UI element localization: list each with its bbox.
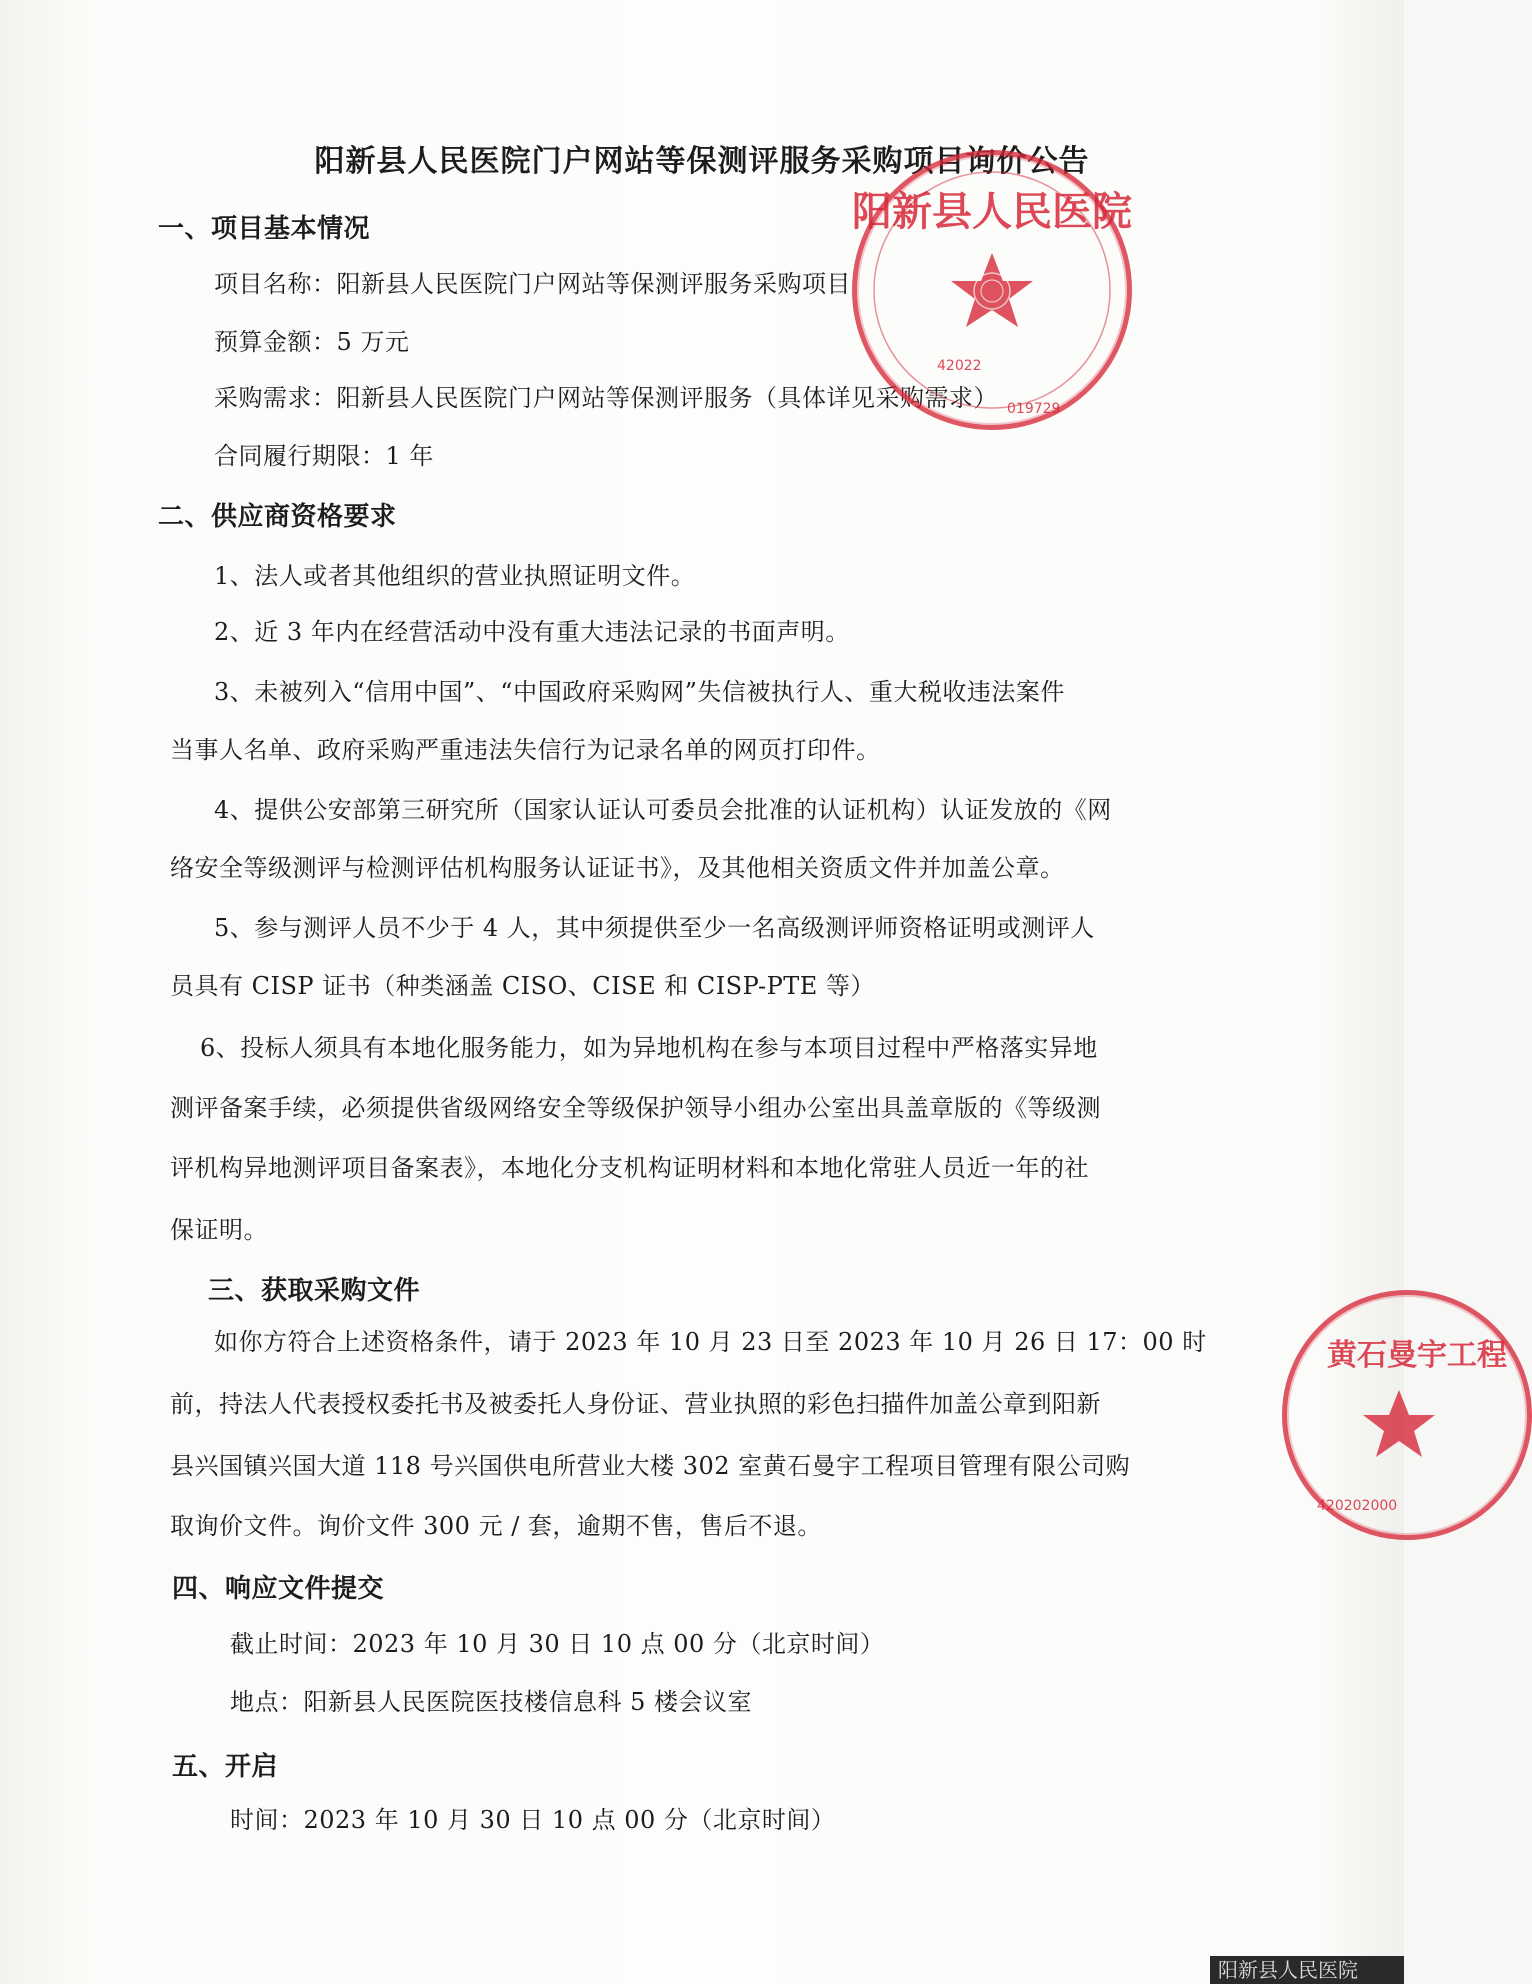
opening-time-line: 时间：2023 年 10 月 30 日 10 点 00 分（北京时间） xyxy=(230,1806,836,1834)
qualification-line: 1、法人或者其他组织的营业执照证明文件。 xyxy=(214,562,696,590)
section-heading-1: 一、项目基本情况 xyxy=(158,214,371,244)
contract-term-line: 合同履行期限：1 年 xyxy=(214,442,434,470)
company-seal xyxy=(1282,1290,1532,1540)
star-icon xyxy=(1287,1295,1527,1535)
star-icon xyxy=(852,155,1132,425)
section-heading-2: 二、供应商资格要求 xyxy=(158,502,397,532)
procurement-doc-line: 取询价文件。询价文件 300 元 / 套，逾期不售，售后不退。 xyxy=(170,1512,822,1540)
budget-line: 预算金额：5 万元 xyxy=(214,328,410,356)
qualification-line: 评机构异地测评项目备案表》，本地化分支机构证明材料和本地化常驻人员近一年的社 xyxy=(170,1154,1089,1182)
qualification-line: 员具有 CISP 证书（种类涵盖 CISO、CISE 和 CISP-PTE 等） xyxy=(170,972,875,1000)
company-seal-text: 黄石曼宇工程 xyxy=(1327,1338,1507,1373)
qualification-line: 测评备案手续，必须提供省级网络安全等级保护领导小组办公室出具盖章版的《等级测 xyxy=(170,1094,1101,1122)
location-line: 地点：阳新县人民医院医技楼信息科 5 楼会议室 xyxy=(230,1688,753,1716)
company-seal-number: 420202000 xyxy=(1317,1498,1398,1514)
document-title: 阳新县人民医院门户网站等保测评服务采购项目询价公告 xyxy=(314,144,1090,179)
hospital-seal xyxy=(852,150,1132,430)
deadline-line: 截止时间：2023 年 10 月 30 日 10 点 00 分（北京时间） xyxy=(230,1630,885,1658)
qualification-line: 保证明。 xyxy=(170,1216,268,1244)
project-name-line: 项目名称：阳新县人民医院门户网站等保测评服务采购项目 xyxy=(214,270,851,298)
qualification-line: 2、近 3 年内在经营活动中没有重大违法记录的书面声明。 xyxy=(214,618,850,646)
procurement-doc-line: 如你方符合上述资格条件，请于 2023 年 10 月 23 日至 2023 年 10 月 26 日 17：00 时 xyxy=(214,1328,1207,1356)
procurement-doc-line: 县兴国镇兴国大道 118 号兴国供电所营业大楼 302 室黄石曼宇工程项目管理有限公司购 xyxy=(170,1452,1131,1480)
footer-watermark: 阳新县人民医院 xyxy=(1210,1956,1404,1984)
hospital-seal-number: 42022 xyxy=(937,358,982,374)
section-heading-5: 五、开启 xyxy=(172,1752,279,1782)
qualification-line: 5、参与测评人员不少于 4 人，其中须提供至少一名高级测评师资格证明或测评人 xyxy=(214,914,1095,942)
section-heading-3: 三、获取采购文件 xyxy=(208,1276,421,1306)
hospital-seal-serial: 019729 xyxy=(1007,401,1061,417)
procurement-doc-line: 前，持法人代表授权委托书及被委托人身份证、营业执照的彩色扫描件加盖公章到阳新 xyxy=(170,1390,1101,1418)
qualification-line: 3、未被列入“信用中国”、“中国政府采购网”失信被执行人、重大税收违法案件 xyxy=(214,678,1065,706)
qualification-line: 6、投标人须具有本地化服务能力，如为异地机构在参与本项目过程中严格落实异地 xyxy=(200,1034,1098,1062)
qualification-line: 当事人名单、政府采购严重违法失信行为记录名单的网页打印件。 xyxy=(170,736,881,764)
requirement-line: 采购需求：阳新县人民医院门户网站等保测评服务（具体详见采购需求） xyxy=(214,384,998,412)
hospital-seal-text: 阳新县人民医院 xyxy=(852,189,1132,235)
qualification-line: 络安全等级测评与检测评估机构服务认证证书》，及其他相关资质文件并加盖公章。 xyxy=(170,854,1065,882)
section-heading-4: 四、响应文件提交 xyxy=(172,1574,385,1604)
qualification-line: 4、提供公安部第三研究所（国家认证认可委员会批准的认证机构）认证发放的《网 xyxy=(214,796,1112,824)
